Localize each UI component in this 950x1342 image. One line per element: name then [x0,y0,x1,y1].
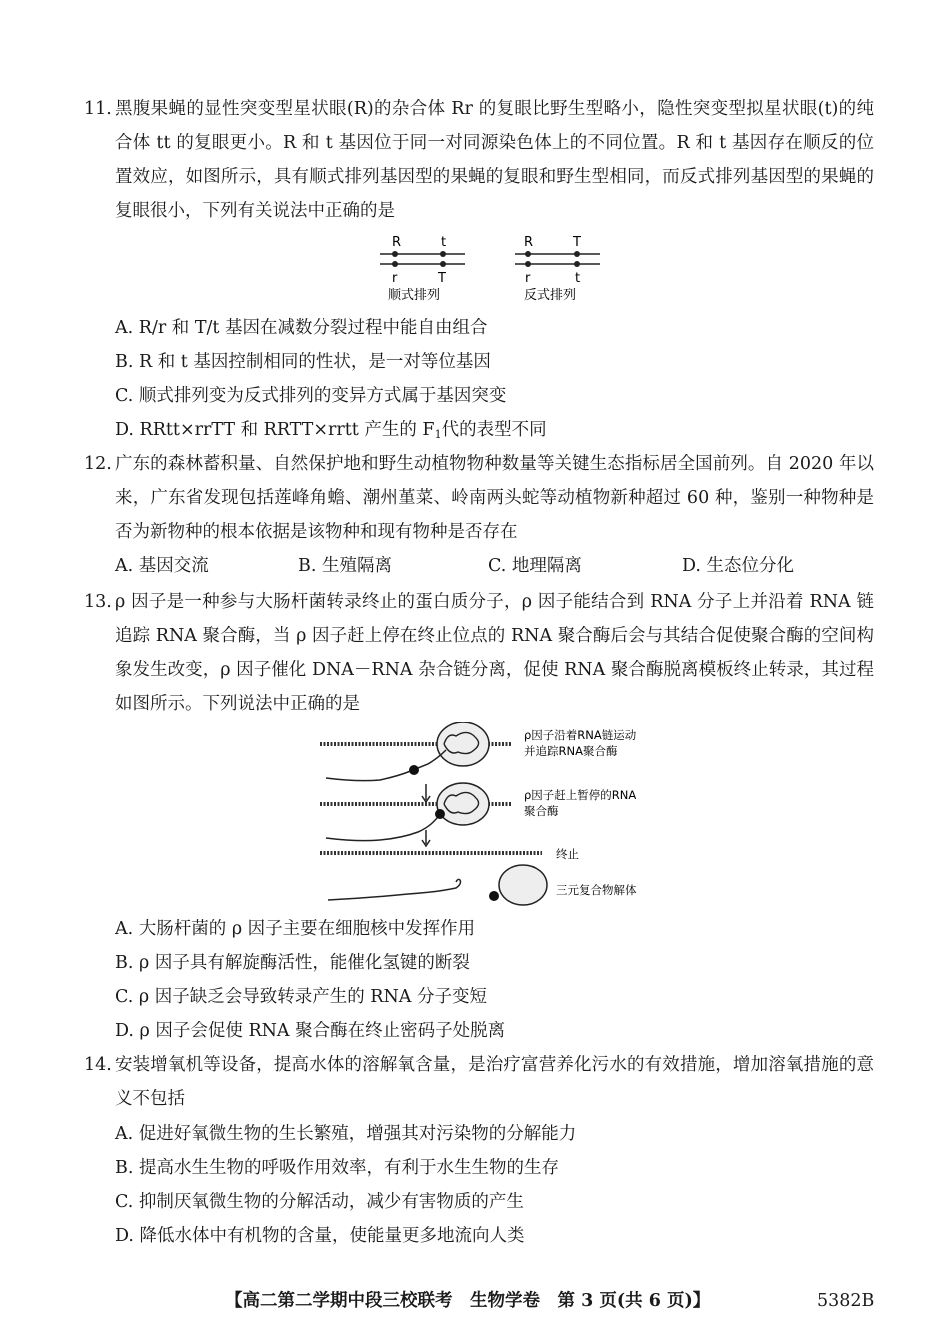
stage-1-label-line-2: 并追踪RNA聚合酶 [524,744,618,758]
question-stem: 黑腹果蝇的显性突变型星状眼(R)的杂合体 Rr 的复眼比野生型略小，隐性突变型拟星状眼(t)的纯合体 tt 的复眼更小。R 和 t 基因位于同一对同源染色体上的不同位置。R 和 t 基因存在顺反的位置效应，如图所示，具有顺式排列基因型的果蝇的复眼和野生型相同，而反式排列基因型的果蝇的复眼很小，下列有关说法中正确的是 [115,99,874,221]
question-14 [84,1048,874,1116]
question-11 [84,92,874,228]
q14-option-a: A. 促进好氧微生物的生长繁殖，增强其对污染物的分解能力 [115,1124,577,1144]
trans-bottom-left-label: r [525,271,531,286]
cis-bottom-right-label: T [438,271,446,286]
q11-option-c: C. 顺式排列变为反式排列的变异方式属于基因突变 [115,386,507,406]
question-stem: 安装增氧机等设备，提高水体的溶解氧含量，是治疗富营养化污水的有效措施，增加溶氧措施的意义不包括 [115,1055,874,1109]
question-12 [84,447,874,549]
trans-caption: 反式排列 [524,288,577,303]
question-stem: ρ 因子是一种参与大肠杆菌转录终止的蛋白质分子，ρ 因子能结合到 RNA 分子上并沿着 RNA 链追踪 RNA 聚合酶，当 ρ 因子赶上停在终止位点的 RNA 聚合酶后会与其结合促使聚合酶的空间构象发生改变，ρ 因子催化 DNA－RNA 杂合链分离，促使 RNA 聚合酶脱离模板终止转录，其过程如图所示。下列说法中正确的是 [115,592,874,714]
q12-option-d: D. 生态位分化 [682,556,795,576]
page-footer: 【高二第二学期中段三校联考 生物学卷 第 3 页(共 6 页)】 [225,1291,711,1311]
gene-locus-dot [440,261,446,267]
rna-polymerase [437,722,489,766]
gene-locus-dot [574,251,580,257]
stage-2-label-line-1: ρ因子赶上暂停的RNA [524,788,637,802]
stage-4-label: 三元复合物解体 [556,883,637,897]
cis-bottom-left-label: r [392,271,398,286]
q11-option-b: B. R 和 t 基因控制相同的性状，是一对等位基因 [115,352,491,372]
trans-bottom-right-label: t [575,271,581,286]
gene-locus-dot [440,251,446,257]
option-text: 代的表型不同 [441,420,547,440]
rna-transcript [326,750,446,781]
gene-arrangement-figure [375,232,615,306]
trans-top-left-label: R [524,235,534,250]
gene-locus-dot [574,261,580,267]
rho-factor [435,809,445,819]
rna-polymerase [437,783,489,825]
q14-option-c: C. 抑制厌氧微生物的分解活动，减少有害物质的产生 [115,1192,524,1212]
trans-top-right-label: T [573,235,581,250]
question-number: 11. [84,99,112,119]
cis-top-left-label: R [392,235,402,250]
released-rna [328,879,461,900]
question-number: 14. [84,1055,112,1075]
gene-locus-dot [392,251,398,257]
rho-factor [409,765,419,775]
gene-locus-dot [392,261,398,267]
rna-transcript [326,814,440,841]
question-stem: 广东的森林蓄积量、自然保护地和野生动植物物种数量等关键生态指标居全国前列。自 2020 年以来，广东省发现包括莲峰角蟾、潮州堇菜、岭南两头蛇等动植物新种超过 60 种，鉴别一种物种是否为新物种的根本依据是该物种和现有物种是否存在 [115,454,874,542]
rho-factor [489,891,499,901]
stage-1-label-line-1: ρ因子沿着RNA链运动 [524,728,637,742]
q13-option-b: B. ρ 因子具有解旋酶活性，能催化氢键的断裂 [115,953,470,973]
stage-2-label-line-2: 聚合酶 [524,804,559,818]
q14-option-b: B. 提高水生生物的呼吸作用效率，有利于水生生物的生存 [115,1158,559,1178]
q14-option-d: D. 降低水体中有机物的含量，使能量更多地流向人类 [115,1226,525,1246]
question-number: 13. [84,592,112,612]
gene-locus-dot [525,261,531,267]
q13-option-c: C. ρ 因子缺乏会导致转录产生的 RNA 分子变短 [115,987,487,1007]
stage-2-rho-catches-polymerase [320,783,636,846]
question-number: 12. [84,454,112,474]
subscript: 1 [434,428,442,441]
question-13 [84,585,874,721]
q12-option-b: B. 生殖隔离 [298,556,392,576]
stage-3-label: 终止 [556,847,579,861]
rho-termination-figure [318,722,666,907]
q12-option-c: C. 地理隔离 [488,556,582,576]
rna-polymerase [499,865,547,905]
gene-locus-dot [525,251,531,257]
q12-option-a: A. 基因交流 [115,556,209,576]
cis-caption: 顺式排列 [388,288,441,303]
paper-code: 5382B [817,1291,875,1311]
stage-3-termination [320,847,637,905]
option-text: D. RRtt×rrTT 和 RRTT×rrtt 产生的 F [115,420,435,440]
trans-arrangement-diagram [515,235,600,303]
q13-option-a: A. 大肠杆菌的 ρ 因子主要在细胞核中发挥作用 [115,919,476,939]
cis-top-right-label: t [441,235,447,250]
q11-option-a: A. R/r 和 T/t 基因在减数分裂过程中能自由组合 [115,318,488,338]
cis-arrangement-diagram [380,235,465,303]
q13-option-d: D. ρ 因子会促使 RNA 聚合酶在终止密码子处脱离 [115,1021,506,1041]
